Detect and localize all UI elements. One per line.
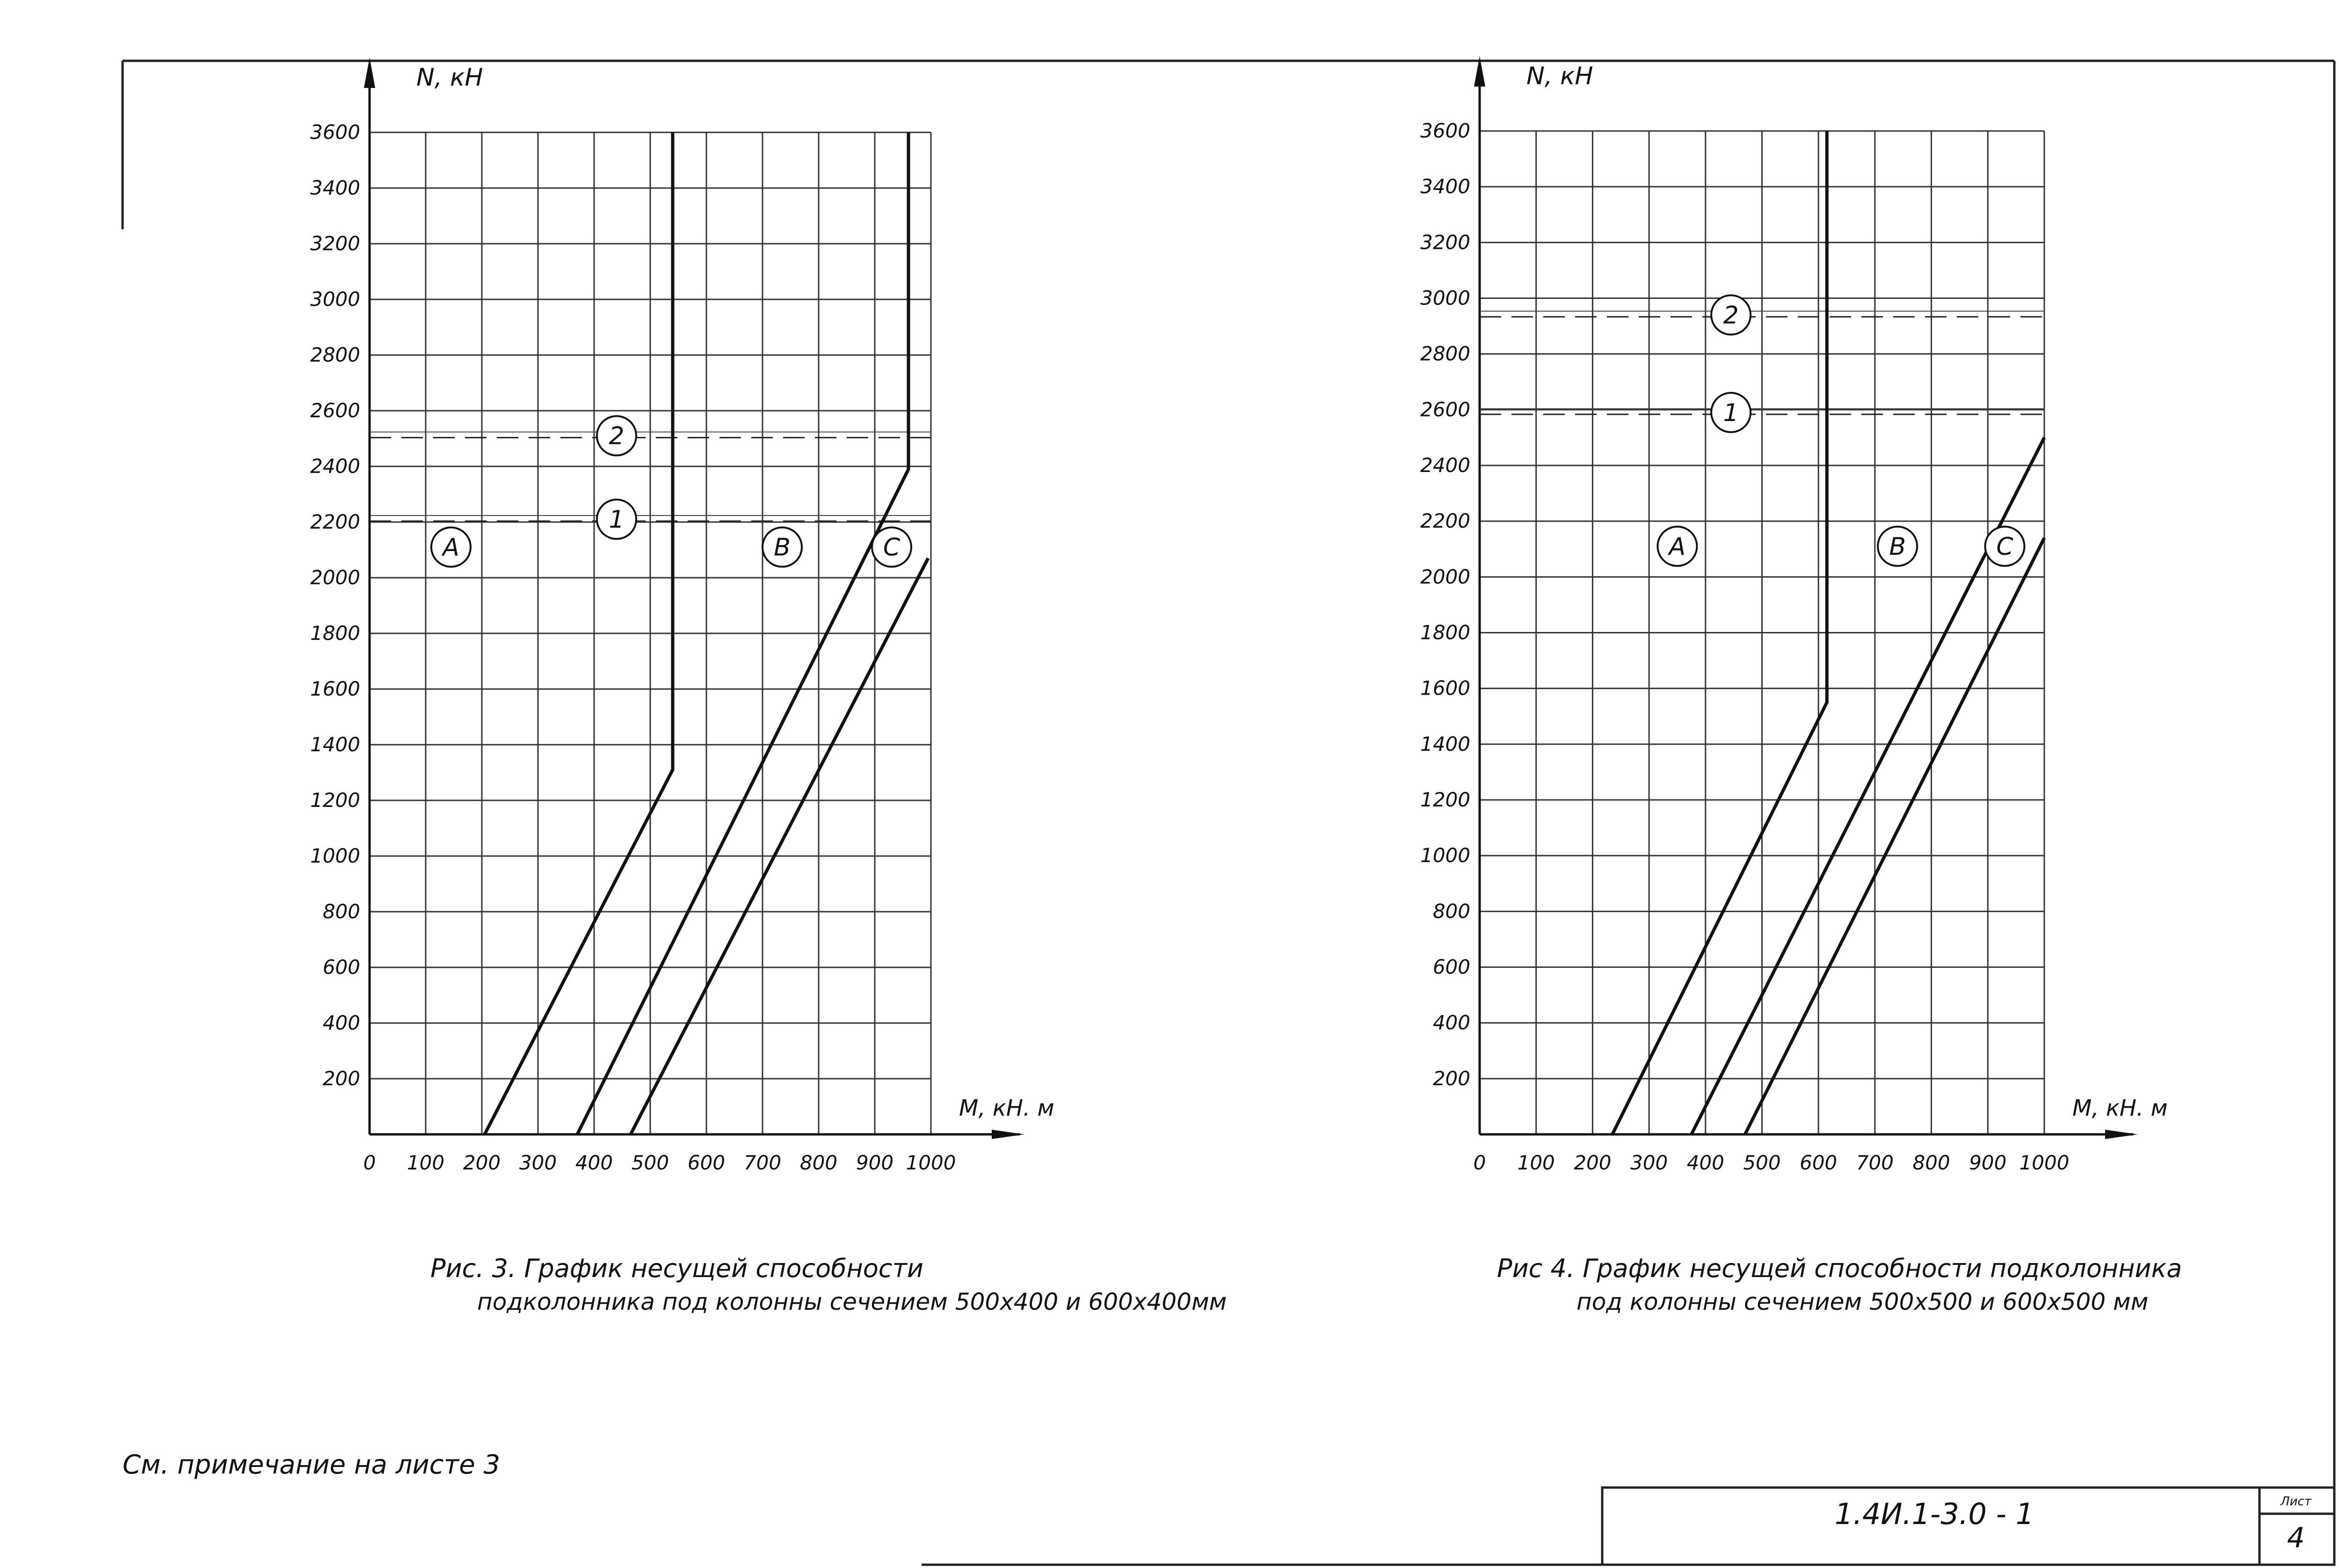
x-tick-label: 600 [1800, 1151, 1838, 1174]
y-tick-label: 2000 [1420, 565, 1470, 588]
x-tick-label: 900 [1969, 1151, 2007, 1174]
y-tick-label: 2400 [1420, 454, 1470, 477]
caption-line-1: Рис. 3. График несущей способности [430, 1254, 924, 1283]
figure-caption [1497, 1254, 2182, 1315]
x-tick-label: 200 [463, 1151, 501, 1174]
x-tick-label: 800 [1912, 1151, 1950, 1174]
y-tick-label: 1600 [1420, 676, 1470, 700]
x-axis-title: M, кН. м [2072, 1095, 2168, 1121]
caption-line-2: под колонны сечением 500х500 и 600х500 мм [1576, 1288, 2149, 1315]
y-tick-label: 3000 [1420, 286, 1470, 310]
sheet-frame [123, 61, 2334, 1565]
x-axis-arrow [992, 1130, 1024, 1139]
x-tick-label: 1000 [2019, 1151, 2070, 1174]
x-tick-label: 400 [575, 1151, 613, 1174]
sheet-number: 4 [2287, 1522, 2305, 1554]
y-tick-label: 2200 [1420, 509, 1470, 533]
y-tick-label: 2800 [310, 343, 360, 366]
series-line-C [1745, 538, 2044, 1134]
label-text-2: 2 [609, 422, 625, 450]
caption-line-2: подколонника под колонны сечением 500х400 и 600х400мм [477, 1288, 1227, 1315]
grid [370, 132, 931, 1134]
x-axis-title: M, кН. м [959, 1095, 1054, 1121]
chart-fig-4 [1420, 56, 2182, 1315]
label-text-1: 1 [609, 506, 625, 534]
y-axis-title: N, кН [1526, 62, 1593, 90]
y-tick-label: 3000 [310, 288, 360, 311]
y-tick-label: 200 [1432, 1067, 1470, 1090]
y-tick-label: 1800 [310, 622, 360, 645]
y-tick-label: 2000 [310, 566, 360, 589]
x-tick-label: 300 [1630, 1151, 1668, 1174]
y-tick-label: 1000 [310, 844, 360, 867]
figure-caption [430, 1254, 1227, 1315]
x-tick-label: 700 [743, 1151, 782, 1174]
label-text-1: 1 [1723, 399, 1739, 427]
y-tick-label: 400 [322, 1011, 360, 1034]
y-tick-label: 600 [322, 956, 360, 979]
y-tick-label: 3600 [310, 121, 360, 144]
y-tick-label: 3600 [1420, 119, 1470, 142]
y-tick-label: 2800 [1420, 342, 1470, 365]
y-tick-label: 600 [1432, 955, 1470, 979]
label-text-2: 2 [1723, 301, 1739, 330]
y-tick-label: 2600 [1420, 398, 1470, 421]
x-tick-label: 100 [1517, 1151, 1555, 1174]
x-tick-label: 300 [519, 1151, 557, 1174]
y-tick-label: 3400 [1420, 175, 1470, 198]
x-tick-label: 700 [1856, 1151, 1894, 1174]
y-tick-label: 1000 [1420, 844, 1470, 867]
label-text-A: A [443, 533, 459, 562]
y-tick-label: 1400 [1420, 732, 1470, 755]
y-tick-label: 2200 [310, 510, 360, 533]
chart-fig-3 [310, 58, 1227, 1315]
y-tick-label: 3200 [1420, 231, 1470, 254]
x-tick-label: 500 [1743, 1151, 1781, 1174]
y-tick-label: 3200 [310, 232, 360, 255]
note-text: См. примечание на листе 3 [123, 1450, 501, 1480]
x-tick-label: 100 [407, 1151, 445, 1174]
x-tick-label: 900 [856, 1151, 894, 1174]
x-tick-label: 400 [1686, 1151, 1724, 1174]
y-tick-label: 2400 [310, 455, 360, 478]
label-text-C: C [1996, 532, 2013, 561]
y-tick-label: 800 [1432, 900, 1470, 923]
y-tick-label: 2600 [310, 399, 360, 422]
x-tick-label: 200 [1574, 1151, 1612, 1174]
y-axis-title: N, кН [416, 64, 483, 92]
x-axis-arrow [2105, 1130, 2138, 1139]
x-tick-label: 1000 [906, 1151, 956, 1174]
label-text-B: B [774, 533, 791, 562]
y-tick-label: 1600 [310, 677, 360, 700]
x-tick-label: 600 [687, 1151, 726, 1174]
y-tick-label: 400 [1432, 1011, 1470, 1034]
y-tick-label: 800 [322, 900, 360, 923]
caption-line-1: Рис 4. График несущей способности подколонника [1497, 1254, 2182, 1283]
y-axis-arrow [364, 58, 375, 88]
y-tick-label: 1200 [310, 789, 360, 812]
y-tick-label: 1200 [1420, 788, 1470, 811]
grid [1480, 131, 2044, 1134]
sheet-label: Лист [2281, 1495, 2311, 1509]
x-tick-label: 500 [631, 1151, 669, 1174]
label-text-C: C [883, 533, 901, 562]
y-tick-label: 1400 [310, 733, 360, 756]
y-tick-label: 3400 [310, 176, 360, 199]
y-tick-label: 1800 [1420, 621, 1470, 644]
title-block [1835, 1495, 2312, 1554]
x-tick-label: 0 [1473, 1151, 1486, 1174]
document-code: 1.4И.1-3.0 - 1 [1834, 1497, 2034, 1531]
label-text-A: A [1669, 532, 1686, 561]
series-line-C [631, 558, 928, 1134]
label-text-B: B [1889, 532, 1906, 561]
x-tick-label: 0 [363, 1151, 376, 1174]
y-tick-label: 200 [322, 1067, 360, 1090]
x-tick-label: 800 [799, 1151, 838, 1174]
